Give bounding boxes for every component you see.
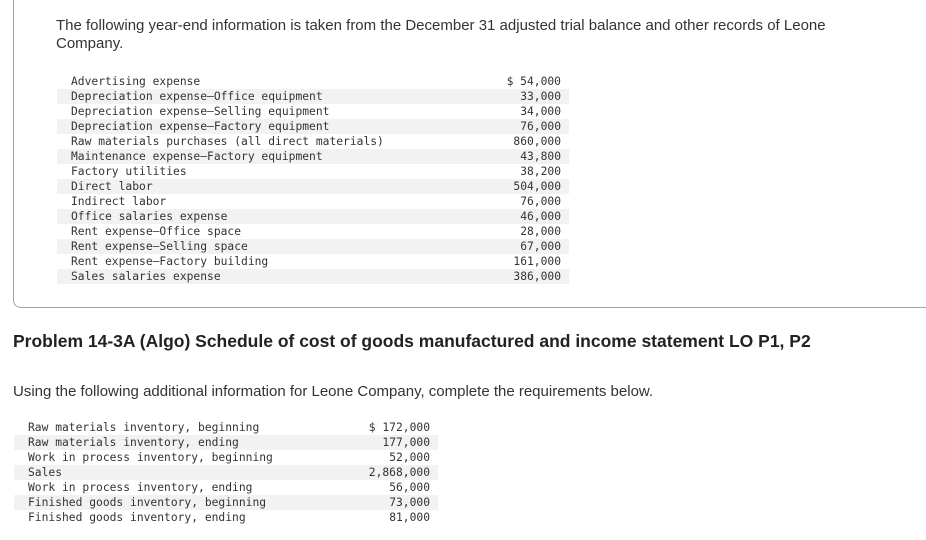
table-row bbox=[57, 134, 569, 149]
row-label: Office salaries expense bbox=[57, 209, 491, 224]
intro-line-2: Company. bbox=[56, 35, 124, 52]
row-value: 161,000 bbox=[513, 255, 561, 268]
row-value: 386,000 bbox=[491, 269, 569, 284]
table-row bbox=[14, 420, 438, 435]
row-label: Sales bbox=[14, 465, 360, 480]
row-label: Work in process inventory, beginning bbox=[28, 451, 273, 464]
row-value: 67,000 bbox=[491, 239, 569, 254]
table-row bbox=[14, 465, 438, 480]
row-value: 43,800 bbox=[491, 149, 569, 164]
table-row bbox=[57, 74, 569, 89]
row-label: Maintenance expense—Factory equipment bbox=[57, 149, 491, 164]
table-row bbox=[14, 495, 438, 510]
table-row bbox=[57, 119, 569, 134]
table-row bbox=[57, 179, 569, 194]
row-label: Rent expense—Office space bbox=[71, 225, 242, 238]
table-row bbox=[57, 224, 569, 239]
table-row bbox=[14, 480, 438, 495]
row-label: Raw materials purchases (all direct materials) bbox=[71, 135, 384, 148]
table-row bbox=[57, 239, 569, 254]
row-label: Factory utilities bbox=[71, 165, 187, 178]
row-value: 504,000 bbox=[491, 179, 569, 194]
table-row bbox=[57, 269, 569, 284]
table-row bbox=[57, 89, 569, 104]
table-row bbox=[57, 254, 569, 269]
row-label: Advertising expense bbox=[71, 75, 201, 88]
table-row bbox=[14, 450, 438, 465]
problem-title: Problem 14-3A (Algo) Schedule of cost of goods manufactured and income statement LO P1, P2 bbox=[13, 331, 811, 351]
intro-text bbox=[56, 17, 886, 53]
row-value: $ 172,000 bbox=[368, 421, 430, 434]
additional-info-table bbox=[14, 420, 438, 525]
row-label: Depreciation expense—Selling equipment bbox=[71, 105, 330, 118]
row-label: Raw materials inventory, ending bbox=[14, 435, 360, 450]
table-row bbox=[57, 104, 569, 119]
row-value: 38,200 bbox=[520, 165, 561, 178]
row-label: Work in process inventory, ending bbox=[28, 481, 253, 494]
table-row bbox=[57, 149, 569, 164]
row-label: Finished goods inventory, beginning bbox=[14, 495, 360, 510]
row-value: 76,000 bbox=[520, 195, 561, 208]
row-value: $ 54,000 bbox=[506, 75, 561, 88]
row-label: Rent expense—Selling space bbox=[57, 239, 491, 254]
table-row bbox=[57, 209, 569, 224]
row-label: Sales salaries expense bbox=[57, 269, 491, 284]
row-value: 860,000 bbox=[513, 135, 561, 148]
row-value: 34,000 bbox=[520, 105, 561, 118]
table-row bbox=[14, 435, 438, 450]
intro-line-1: The following year-end information is taken from the December 31 adjusted trial balance and other records of Leone bbox=[56, 17, 826, 34]
problem-instructions: Using the following additional information for Leone Company, complete the requirements below. bbox=[13, 383, 654, 400]
table-row bbox=[14, 510, 438, 525]
row-value: 76,000 bbox=[491, 119, 569, 134]
row-value: 33,000 bbox=[491, 89, 569, 104]
trial-balance-table bbox=[57, 74, 569, 284]
row-label: Rent expense—Factory building bbox=[71, 255, 269, 268]
row-label: Direct labor bbox=[57, 179, 491, 194]
row-value: 52,000 bbox=[389, 451, 430, 464]
row-value: 46,000 bbox=[491, 209, 569, 224]
row-value: 177,000 bbox=[360, 435, 438, 450]
row-label: Depreciation expense—Factory equipment bbox=[57, 119, 491, 134]
row-label: Depreciation expense—Office equipment bbox=[57, 89, 491, 104]
row-value: 81,000 bbox=[389, 511, 430, 524]
table-row bbox=[57, 194, 569, 209]
table-row bbox=[57, 164, 569, 179]
row-value: 56,000 bbox=[389, 481, 430, 494]
row-value: 73,000 bbox=[360, 495, 438, 510]
row-label: Indirect labor bbox=[71, 195, 167, 208]
row-value: 28,000 bbox=[520, 225, 561, 238]
row-label: Raw materials inventory, beginning bbox=[28, 421, 260, 434]
row-label: Finished goods inventory, ending bbox=[28, 511, 246, 524]
row-value: 2,868,000 bbox=[360, 465, 438, 480]
